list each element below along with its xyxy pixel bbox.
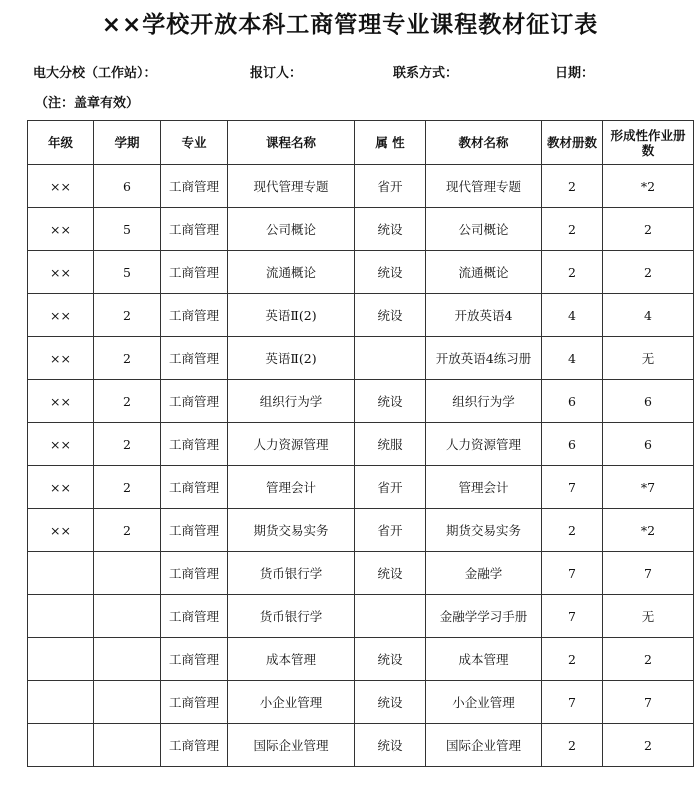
cell-work: 2 [603,638,694,681]
cell-course: 现代管理专题 [228,165,355,208]
cell-term [94,638,161,681]
cell-books: 6 [542,380,603,423]
table-row [28,208,694,251]
cell-term [94,724,161,767]
table-row [28,509,694,552]
cell-grade: ×× [28,165,94,208]
table-row [28,466,694,509]
cell-attr: 统设 [355,294,426,337]
info-row [0,62,700,82]
cell-work: *2 [603,509,694,552]
cell-books: 7 [542,681,603,724]
cell-books: 2 [542,509,603,552]
table-row [28,251,694,294]
cell-book: 小企业管理 [426,681,542,724]
table-row [28,681,694,724]
table-row [28,294,694,337]
cell-work: 6 [603,380,694,423]
cell-major: 工商管理 [161,509,228,552]
cell-work: 7 [603,552,694,595]
header-grade: 年级 [28,121,94,165]
branch-label: 电大分校（工作站）： [33,66,157,81]
table-row [28,724,694,767]
cell-grade: ×× [28,380,94,423]
cell-book: 国际企业管理 [426,724,542,767]
cell-course: 人力资源管理 [228,423,355,466]
table-row [28,380,694,423]
cell-grade: ×× [28,251,94,294]
cell-attr: 省开 [355,509,426,552]
cell-books: 2 [542,251,603,294]
date-label: 日期： [555,66,595,81]
cell-work: 无 [603,595,694,638]
cell-grade: ×× [28,509,94,552]
cell-major: 工商管理 [161,595,228,638]
cell-book: 开放英语4 [426,294,542,337]
cell-term: 5 [94,251,161,294]
order-table [27,120,694,767]
cell-major: 工商管理 [161,294,228,337]
cell-books: 2 [542,208,603,251]
cell-books: 4 [542,294,603,337]
cell-work: *7 [603,466,694,509]
cell-major: 工商管理 [161,681,228,724]
note: （注：盖章有效） [35,96,140,111]
cell-major: 工商管理 [161,466,228,509]
cell-books: 2 [542,724,603,767]
table-row [28,552,694,595]
cell-course: 公司概论 [228,208,355,251]
cell-major: 工商管理 [161,251,228,294]
header-work: 形成性作业册数 [603,121,694,165]
cell-major: 工商管理 [161,552,228,595]
cell-books: 2 [542,638,603,681]
cell-term: 6 [94,165,161,208]
header-term: 学期 [94,121,161,165]
cell-books: 6 [542,423,603,466]
cell-attr: 统服 [355,423,426,466]
header-course: 课程名称 [228,121,355,165]
cell-attr: 省开 [355,165,426,208]
cell-term: 2 [94,423,161,466]
cell-major: 工商管理 [161,380,228,423]
cell-work: 无 [603,337,694,380]
cell-course: 货币银行学 [228,595,355,638]
cell-term: 2 [94,337,161,380]
cell-attr: 统设 [355,552,426,595]
cell-term: 5 [94,208,161,251]
cell-attr [355,337,426,380]
table-row [28,337,694,380]
cell-grade [28,724,94,767]
cell-major: 工商管理 [161,724,228,767]
cell-grade: ×× [28,208,94,251]
cell-work: *2 [603,165,694,208]
table-row [28,165,694,208]
cell-book: 开放英语4练习册 [426,337,542,380]
cell-grade: ×× [28,337,94,380]
cell-grade: ×× [28,294,94,337]
cell-book: 现代管理专题 [426,165,542,208]
cell-book: 流通概论 [426,251,542,294]
cell-books: 7 [542,552,603,595]
cell-attr: 统设 [355,638,426,681]
cell-term: 2 [94,380,161,423]
cell-book: 管理会计 [426,466,542,509]
cell-grade [28,552,94,595]
cell-book: 期货交易实务 [426,509,542,552]
cell-books: 4 [542,337,603,380]
header-books: 教材册数 [542,121,603,165]
cell-grade [28,595,94,638]
cell-course: 英语Ⅱ(2) [228,294,355,337]
cell-attr [355,595,426,638]
cell-grade [28,638,94,681]
cell-book: 成本管理 [426,638,542,681]
cell-term: 2 [94,509,161,552]
cell-work: 2 [603,208,694,251]
cell-major: 工商管理 [161,165,228,208]
table-row [28,595,694,638]
cell-major: 工商管理 [161,638,228,681]
cell-term [94,681,161,724]
cell-book: 公司概论 [426,208,542,251]
cell-grade [28,681,94,724]
cell-course: 组织行为学 [228,380,355,423]
cell-books: 7 [542,595,603,638]
cell-term: 2 [94,466,161,509]
cell-course: 流通概论 [228,251,355,294]
table-row [28,423,694,466]
cell-work: 6 [603,423,694,466]
cell-attr: 统设 [355,208,426,251]
table-header-row [28,121,694,165]
cell-work: 7 [603,681,694,724]
header-major: 专业 [161,121,228,165]
table-row [28,638,694,681]
cell-term: 2 [94,294,161,337]
cell-grade: ×× [28,466,94,509]
orderer-label: 报订人： [250,66,303,81]
cell-course: 英语Ⅱ(2) [228,337,355,380]
cell-course: 货币银行学 [228,552,355,595]
contact-label: 联系方式： [393,66,459,81]
cell-books: 2 [542,165,603,208]
cell-major: 工商管理 [161,423,228,466]
cell-book: 组织行为学 [426,380,542,423]
cell-work: 4 [603,294,694,337]
header-book: 教材名称 [426,121,542,165]
page-title: ××学校开放本科工商管理专业课程教材征订表 [101,12,599,38]
header-attr: 属 性 [355,121,426,165]
cell-attr: 统设 [355,380,426,423]
cell-term [94,595,161,638]
cell-work: 2 [603,724,694,767]
cell-course: 期货交易实务 [228,509,355,552]
cell-attr: 统设 [355,724,426,767]
cell-course: 成本管理 [228,638,355,681]
cell-attr: 统设 [355,681,426,724]
cell-grade: ×× [28,423,94,466]
cell-book: 金融学 [426,552,542,595]
cell-work: 2 [603,251,694,294]
cell-attr: 统设 [355,251,426,294]
cell-book: 人力资源管理 [426,423,542,466]
cell-course: 国际企业管理 [228,724,355,767]
cell-attr: 省开 [355,466,426,509]
cell-course: 管理会计 [228,466,355,509]
cell-books: 7 [542,466,603,509]
cell-course: 小企业管理 [228,681,355,724]
cell-major: 工商管理 [161,337,228,380]
cell-major: 工商管理 [161,208,228,251]
cell-book: 金融学学习手册 [426,595,542,638]
cell-term [94,552,161,595]
